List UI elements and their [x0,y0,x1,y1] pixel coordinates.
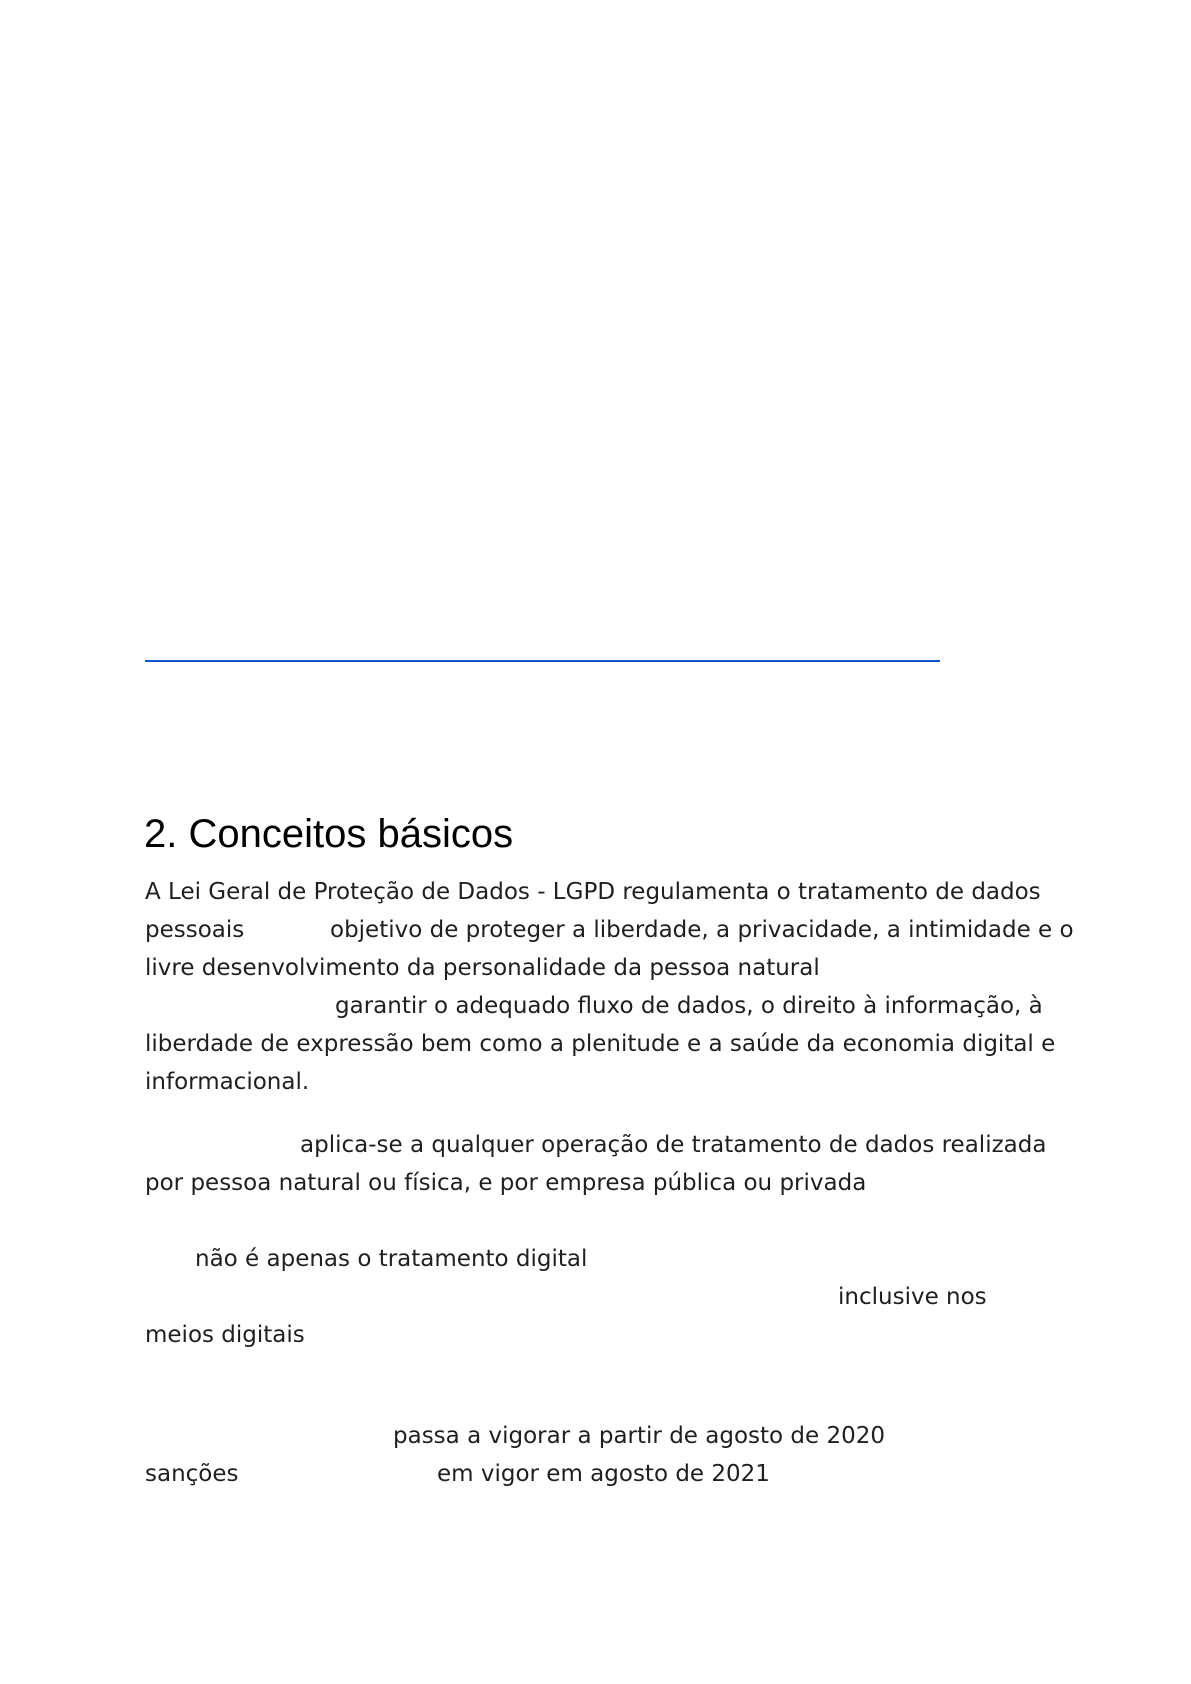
paragraph3-line1: não é apenas o tratamento digital [195,1246,588,1272]
paragraph2-line2: por pessoa natural ou física, e por empresa pública ou privada [145,1170,867,1196]
paragraph3-line3: meios digitais [145,1322,305,1348]
section-heading: 2. Conceitos básicos [144,812,514,856]
paragraph1-line4: garantir o adequado fluxo de dados, o direito à informação, à [335,993,1043,1019]
paragraph1-line1: A Lei Geral de Proteção de Dados - LGPD regulamenta o tratamento de dados [145,879,1041,905]
section-divider [145,660,940,662]
paragraph1-line5: liberdade de expressão bem como a plenitude e a saúde da economia digital e [145,1031,1056,1057]
paragraph1-line2-start: pessoais [145,917,245,943]
paragraph1-line6: informacional. [145,1069,310,1095]
paragraph2-line1: aplica-se a qualquer operação de tratamento de dados realizada [300,1132,1047,1158]
paragraph4-line2-start: sanções [145,1461,239,1487]
paragraph1-line3: livre desenvolvimento da personalidade da pessoa natural [145,955,820,981]
paragraph3-line2: inclusive nos [838,1284,987,1310]
paragraph1-line2-end: objetivo de proteger a liberdade, a privacidade, a intimidade e o [330,917,1074,943]
paragraph4-line2-end: em vigor em agosto de 2021 [437,1461,770,1487]
paragraph4-line1: passa a vigorar a partir de agosto de 2020 [393,1423,885,1449]
